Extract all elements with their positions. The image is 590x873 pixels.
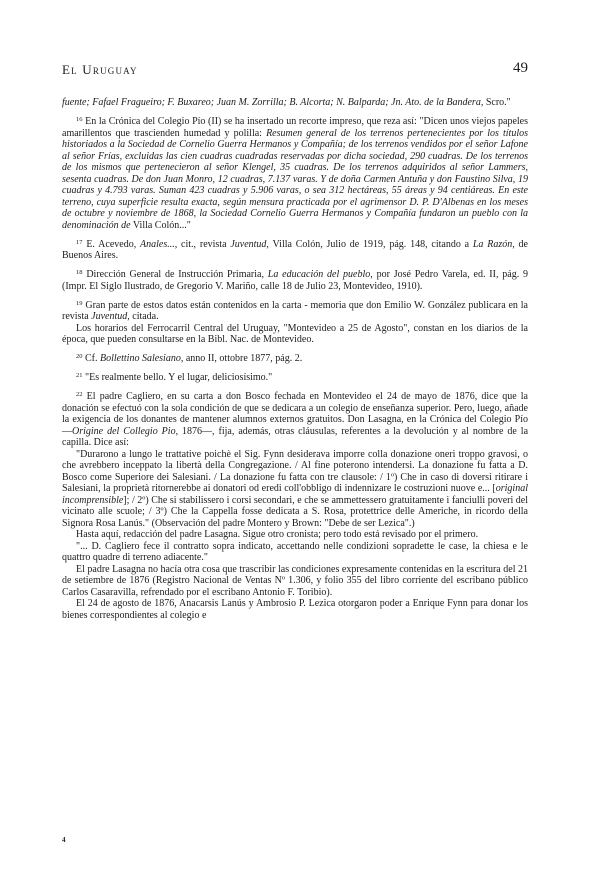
intro-paragraph [62, 97, 528, 109]
footnote-text: "Es realmente bello. Y el lugar, deliciosísimo." [85, 372, 273, 383]
footnote-18 [62, 269, 528, 292]
footnote-text: En la Crónica del Colegio Pío (II) se ha insertado un recorte impreso, que reza así: "Dicen unos viejos papeles amarillentos que trascienden humedad y polilla: [62, 116, 528, 139]
quote-italic: original incomprensible [62, 483, 528, 506]
quote-text: ]; / 2º) Che si stabilissero i corsi secondari, e che se ammettessero gratuitamente i fanciulli poveri del vicinato alle scuole; / 3º) Che la Cappella fosse dedicata a S. Rosa, protettrice delle Americhe, in ricordo della Signora Rosa Lanús." (Observación del padre Montero y Brown: "Debe de ser Lezica".) [62, 494, 528, 529]
footnote-16 [62, 116, 528, 231]
intro-italic: fuente; Fafael Fragueiro; F. Buxareo; Juan M. Zorrilla; B. Alcorta; N. Balparda; Jn. Ato. de la Bandera, [62, 97, 484, 108]
footnote-italic: Origine del Collegio Pio [72, 425, 176, 437]
page-number: 49 [513, 60, 528, 76]
footnote-text: , anno II, ottobre 1877, pág. 2. [180, 353, 303, 364]
footnote-text: , Villa Colón, Julio de 1919, pág. 148, citando a [266, 238, 473, 250]
footnote-number: 21 [76, 372, 83, 379]
footnote-17 [62, 239, 528, 262]
footnote-number: 17 [76, 238, 83, 246]
footnote-italic: Anales... [140, 238, 175, 250]
footnote-19 [62, 300, 528, 323]
body-paragraph: El padre Lasagna no hacía otra cosa que trascribir las condiciones expresamente contenidas en la escritura del 21 de setiembre de 1876 (Registro Nacional de Ventas Nº 1.306, y folio 355 del libro corriente del escribano público Carlos Casaravilla, refrendado por el escribano Antonio F. Toribio). [62, 563, 528, 598]
page-body [62, 97, 528, 621]
footnote-text: Dirección General de Instrucción Primaria, [86, 269, 268, 280]
footnote-text: , 1876—, fija, además, otras cláusulas, referentes a la devolución y al nombre de la capilla. Dice así: [62, 425, 529, 448]
footnote-19-paragraph: Los horarios del Ferrocarril Central del Uruguay, "Montevideo a 25 de Agosto", constan en los diarios de la época, que pueden consultarse en la Bibl. Nac. de Montevideo. [62, 322, 528, 345]
footnote-text: E. Acevedo, [86, 238, 141, 250]
body-paragraph: El 24 de agosto de 1876, Anacarsis Lanús y Ambrosio P. Lezica otorgaron poder a Enrique Fynn para donar los bienes correspondientes al colegio e [62, 598, 528, 621]
footnote-text: , de Buenos Aires. [62, 238, 528, 261]
footnote-italic: La Razón [472, 238, 513, 250]
footnote-italic: Juventud [230, 238, 267, 250]
footnote-number: 16 [76, 116, 83, 123]
quote-text: "Durarono a lungo le trattative poichè el Sig. Fynn desiderava imporre colla donazione oneri troppo gravosi, o che avrebbero inceppato la libertà della Congregazione. / Al fine poterono intendersi. La donazione fu fatta a D. Bosco come Superiore dei Salesiani. / La donazione fu fatta con tre clausole: / 1º) Che in caso di doversi ritirare i Salesiani, la proprietà ritornerebbe ai donatori od eredi coll'obbligo di indennizare le costruzioni nuove e... [ [62, 448, 528, 494]
running-title: El Uruguay [62, 62, 138, 77]
footnote-number: 22 [76, 391, 83, 398]
intro-text: Scro." [483, 97, 511, 108]
footnote-number: 20 [76, 353, 83, 360]
body-paragraph: Hasta aquí, redacción del padre Lasagna. Sigue otro cronista; pero todo está revisado por el primero. [76, 529, 479, 540]
footnote-number: 19 [76, 299, 83, 307]
footnote-text: El padre Cagliero, en su carta a don Bosco fechada en Montevideo el 24 de mayo de 1876, dice que la donación se efectuó con la sola condición de que se dedicara a un colegio de enseñanza superior. Pero, luego, añade la exigencia de los donantes de mantener alumnos externos gratuitos. Don Lasagna, en la Crónica del Colegio Pío — [62, 391, 529, 437]
quote-paragraph [62, 449, 528, 530]
footnote-italic: Bollettino Salesiano [100, 353, 181, 364]
footnote-text: Gran parte de estos datos están contenidos en la carta - memoria que don Emilio W. González publicara en la revista [62, 299, 528, 322]
running-header [62, 62, 528, 82]
footnote-text: , por José Pedro Varela, ed. II, pág. 9 (Impr. El Siglo Ilustrado, de Gregorio V. Mariño, calle 18 de Julio 23, Montevideo, 1910). [62, 269, 528, 292]
footnote-20 [62, 353, 528, 365]
footnote-italic: Resumen general de los terrenos pertenecientes por los títulos historiados a la Sociedad de Cornelio Guerra Hermanos y Compañía; de los terrenos vendidos por el señor Lafone al señor Frías, excluidas las cien cuadras cuadradas reservadas por dicha sociedad, 290 cuadras. De los terrenos de los mismos que pertenecieron al señor Klengel, 35 cuadras. De los terrenos adquiridos al señor Lammers, sesenta cuadras. De don Juan Monro, 12 cuadras, 7.137 varas. Y de doña Carmen Antuña y don Faustino Silva, 19 cuadras y 4.793 varas. Suman 423 cuadras y 5.906 varas, o sea 312 hectáreas, 55 áreas y 94 centiáreas. En este terreno, cuya superficie resulta exacta, según mensura practicada por el agrimensor D. P. D'Albenas en los meses de octubre y noviembre de 1868, la Sociedad Cornelio Guerra Hermanos y Compañía fundaron un pueblo con la denominación de [62, 127, 528, 231]
footnote-text: , citada. [127, 311, 159, 322]
footnote-italic: La educación del pueblo [267, 269, 371, 280]
footer-mark: 4 [62, 836, 66, 844]
quote-paragraph: "... D. Cagliero fece il contratto sopra indicato, accettando nelle condizioni sopradette le case, la chiesa e le quattro quadre di terreno adiacente." [62, 540, 528, 563]
footnote-number: 18 [76, 269, 83, 276]
footnote-text: Cf. [85, 353, 100, 364]
footnote-21 [62, 372, 528, 384]
footnote-italic: Juventud [91, 311, 128, 322]
footnote-text: Villa Colón..." [130, 219, 191, 231]
footnote-text: , cit., revista [174, 238, 231, 250]
footnote-22 [62, 391, 528, 449]
